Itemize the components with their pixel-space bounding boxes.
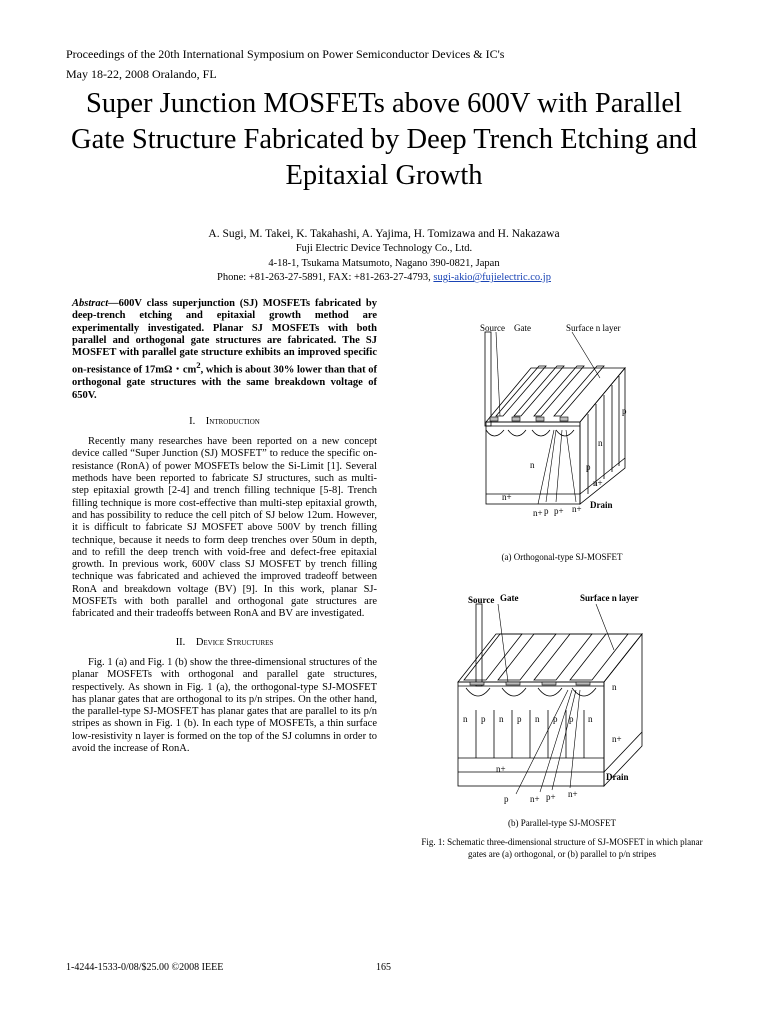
email-link[interactable]: sugi-akio@fujielectric.co.jp <box>433 272 551 283</box>
fig-b-nplus-bottom: n+ <box>496 764 506 774</box>
fig-b-nplus2-label: n+ <box>530 794 540 804</box>
fig-b-col2: p <box>481 714 486 724</box>
affiliation <box>0 242 768 286</box>
author-list: A. Sugi, M. Takei, K. Takahashi, A. Yajima, H. Tomizawa and H. Nakazawa <box>208 228 560 240</box>
affiliation-contact <box>0 271 768 286</box>
fig-a-n-label: n <box>530 460 535 470</box>
affiliation-address: 4-18-1, Tsukama Matsumoto, Nagano 390-0821, Japan <box>268 257 500 269</box>
figure-b-caption: (b) Parallel-type SJ-MOSFET <box>508 818 616 828</box>
section-title: Device Structures <box>195 636 274 648</box>
fig-b-nplus-side: n+ <box>612 734 622 744</box>
fig-b-gate-label: Gate <box>500 593 519 603</box>
page-number: 165 <box>376 962 391 973</box>
fig-b-col8: n <box>588 714 593 724</box>
fig-a-surface-label: Surface n layer <box>566 323 621 333</box>
abstract-label: Abstract <box>72 298 109 309</box>
figure-caption-line-1: Fig. 1: Schematic three-dimensional structure of SJ-MOSFET in which planar <box>421 837 703 847</box>
title-line-3: Epitaxial Growth <box>285 160 483 191</box>
paper-title <box>30 86 738 194</box>
fig-a-pplus-label: p+ <box>554 506 564 516</box>
fig-b-col3: n <box>499 714 504 724</box>
section-number: I. <box>189 415 196 427</box>
affiliation-company: Fuji Electric Device Technology Co., Ltd. <box>295 243 473 254</box>
contact-phone-fax: Phone: +81-263-27-5891, FAX: +81-263-27-4793, <box>217 272 434 283</box>
fig-a-n2-label: n <box>598 438 603 448</box>
fig-b-surface-label: Surface n layer <box>580 593 639 603</box>
introduction-body: Recently many researches have been reported on a new concept device called “Super Junction (SJ) MOSFET” to reduce the specific on-resistance (RonA) of power MOSFETs below the Si-Limit [1]. Several methods have been reported to fabricate SJ structures, such as multi-step epitaxial growth [2-4] and trench filling technique [5-8]. Trench filling technique is more cost-effective than multi-step epitaxial growth, and has possibility to reduce the cell pitch of SJ below 12um. However, it is difficult to fabricate SJ MOSFET above 500V by trench filling technique, because it needs to form deep trenches over 50um in depth, and to refill the deep trench with void-free and defect-free epitaxial growth. In previous work, 600V class SJ MOSFET by trench filling technique was fabricated and achieved the improved tradeoff between RonA and breakdown voltage (BV) [9]. In this work, planar SJ-MOSFETs with both parallel and orthogonal gate structures are fabricated and their tradeoffs between RonA and BV are investigated. <box>72 436 377 620</box>
fig-a-p2-label: p <box>622 406 627 416</box>
abstract <box>72 298 377 402</box>
fig-a-nplus2-label: n+ <box>593 478 603 488</box>
fig-a-drain-label: Drain <box>590 500 613 510</box>
proceedings-header <box>66 44 504 84</box>
figure-a-orthogonal <box>400 318 650 518</box>
abstract-text-b: , which is about 30% lower than that of orthogonal gate structures with the same breakdown voltage of 650V. <box>72 364 377 401</box>
copyright-footer: 1-4244-1533-0/08/$25.00 ©2008 IEEE <box>66 962 224 973</box>
abstract-text-a: —600V class superjunction (SJ) MOSFETs fabricated by deep-trench etching and epitaxial growth method are experimentally investigated. Planar SJ MOSFETs with both parallel and orthogonal gate structures are fabricated. The SJ MOSFET with parallel gate structure exhibits an improved specific on-resistance of 17mΩ・cm <box>72 298 377 376</box>
fig-b-n-side: n <box>612 682 617 692</box>
fig-b-col6: p <box>553 714 558 724</box>
figure-a-caption: (a) Orthogonal-type SJ-MOSFET <box>501 552 623 562</box>
header-line-1: Proceedings of the 20th International Symposium on Power Semiconductor Devices & IC's <box>66 47 505 61</box>
title-line-2: Gate Structure Fabricated by Deep Trench Etching and <box>70 124 698 155</box>
fig-b-col4: p <box>517 714 522 724</box>
fig-b-p-label: p <box>504 794 509 804</box>
figure-1-caption <box>392 836 732 860</box>
section-heading-device-structures <box>72 637 377 649</box>
fig-a-gate-label: Gate <box>514 323 531 333</box>
header-line-2: May 18-22, 2008 Oralando, FL <box>66 67 217 81</box>
fig-b-pplus-label: p+ <box>546 792 556 802</box>
fig-b-col1: n <box>463 714 468 724</box>
device-structures-body: Fig. 1 (a) and Fig. 1 (b) show the three-dimensional structures of the planar MOSFETs with orthogonal and parallel gate structures, respectively. As shown in Fig. 1 (a), the orthogonal-type SJ-MOSFET has planar gates that are orthogonal to its p/n stripes. On the other hand, the parallel-type SJ-MOSFET has planar gates that are parallel to its p/n stripes as shown in Fig. 1 (b). In each type of MOSFETs, a thin surface low-resistivity n layer is formed on the top of the SJ columns in order to avoid the increase of RonA. <box>72 656 377 754</box>
fig-a-source-label: Source <box>480 323 505 333</box>
figure-b-parallel <box>400 590 650 810</box>
fig-a-nplus-label: n+ <box>502 492 512 502</box>
abstract-sup: 2 <box>196 360 201 371</box>
section-heading-introduction <box>72 416 377 428</box>
section-number: II. <box>175 636 186 648</box>
fig-b-col7: p <box>569 714 574 724</box>
fig-b-nplus3-label: n+ <box>568 789 578 799</box>
section-title: Introduction <box>205 415 260 427</box>
fig-b-drain-label: Drain <box>606 772 629 782</box>
fig-a-nplus4-label: n+ <box>572 504 582 514</box>
figure-caption-line-2: gates are (a) orthogonal, or (b) parallel to p/n stripes <box>468 849 656 859</box>
title-line-1: Super Junction MOSFETs above 600V with Parallel <box>86 88 682 119</box>
fig-a-p3-label: p <box>544 506 549 516</box>
fig-b-source-label: Source <box>468 595 495 605</box>
fig-a-nplus3-label: n+ <box>533 508 543 518</box>
left-column <box>72 298 377 755</box>
fig-b-col5: n <box>535 714 540 724</box>
fig-a-p1-label: p <box>586 462 591 472</box>
